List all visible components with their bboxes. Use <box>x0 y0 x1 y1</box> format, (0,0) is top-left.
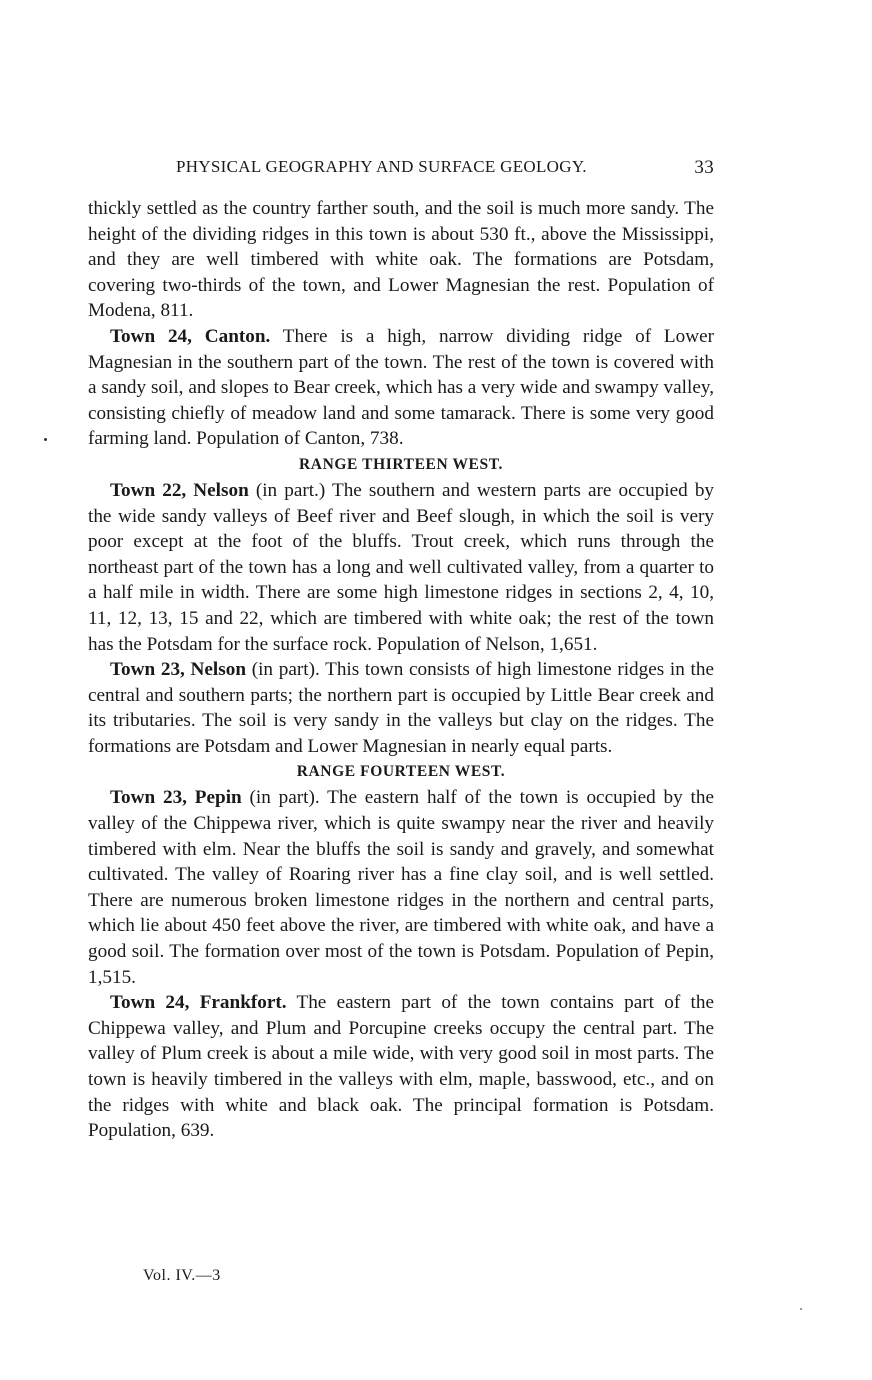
page-speck <box>44 438 47 441</box>
town-heading-pepin: Town 23, Pepin <box>110 787 242 809</box>
paragraph-frankfort <box>88 990 714 1144</box>
signature-mark: Vol. IV.—3 <box>143 1267 221 1284</box>
section-heading-range-thirteen: RANGE THIRTEEN WEST. <box>299 455 503 473</box>
paragraph-canton-text: There is a high, narrow dividing ridge of Lower Magnesian in the southern part of the town. The rest of the town is covered with a sandy soil, and slopes to Bear creek, which has a very wide and swampy valley, consisting chiefly of meadow land and some tamarack. There is some very good farming land. Population of Canton, 738. <box>88 325 714 450</box>
town-heading-nelson-23: Town 23, Nelson <box>110 659 246 681</box>
town-heading-canton: Town 24, Canton. <box>110 325 271 347</box>
paragraph-nelson-23 <box>88 657 714 759</box>
paragraph-pepin-text: (in part). The eastern half of the town is occupied by the valley of the Chippewa river, which is quite swampy near the river and heavily timbered with elm. Near the bluffs the soil is sandy and gravely, and somewhat cultivated. The valley of Roaring river has a fine clay soil, and is well settled. There are numerous broken limestone ridges in the northern and central parts, which lie about 450 feet above the river, are timbered with white oak, and have a good soil. The formation over most of the town is Potsdam. Population of Pepin, 1,515. <box>88 787 714 988</box>
body-text <box>88 196 714 1144</box>
paragraph-nelson-23-text: (in part). This town consists of high limestone ridges in the central and southern parts; the northern part is occupied by Little Bear creek and its tributaries. The soil is very sandy in the valleys but clay on the ridges. The formations are Potsdam and Lower Magnesian in nearly equal parts. <box>88 659 714 757</box>
paragraph-nelson-22-text: (in part.) The southern and western parts are occupied by the wide sandy valleys of Beef river and Beef slough, in which the soil is very poor except at the foot of the bluffs. Trout creek, which runs through the northeast part of the town has a long and well cultivated valley, from a quarter to a half mile in width. There are some high limestone ridges in sections 2, 4, 10, 11, 12, 13, 15 and 22, which are timbered with white oak; the rest of the town has the Potsdam for the surface rock. Population of Nelson, 1,651. <box>88 479 715 655</box>
town-heading-nelson-22: Town 22, Nelson <box>110 479 249 501</box>
paragraph-frankfort-text: The eastern part of the town contains part of the Chippewa valley, and Plum and Porcupine creeks occupy the central part. The valley of Plum creek is about a mile wide, with very good soil in most parts. The town is heavily timbered in the valleys with elm, maple, basswood, etc., and on the ridges with white and black oak. The principal formation is Potsdam. Population, 639. <box>88 992 714 1142</box>
section-heading-range-fourteen: RANGE FOURTEEN WEST. <box>296 763 506 781</box>
running-head <box>88 157 714 183</box>
paragraph-canton <box>88 324 714 452</box>
paragraph-nelson-22 <box>88 478 714 657</box>
town-heading-frankfort: Town 24, Frankfort. <box>110 992 287 1014</box>
running-head-title: PHYSICAL GEOGRAPHY AND SURFACE GEOLOGY. <box>176 157 587 176</box>
paragraph-pepin <box>88 785 714 990</box>
page-speck <box>800 1308 802 1310</box>
page-number: 33 <box>694 157 714 178</box>
paragraph-modena-continued: thickly settled as the country farther south, and the soil is much more sandy. The height of the dividing ridges in this town is about 530 ft., above the Mississippi, and they are well timbered with white oak. The formations are Potsdam, covering two-thirds of the town, and Lower Magnesian the rest. Population of Modena, 811. <box>88 198 714 322</box>
